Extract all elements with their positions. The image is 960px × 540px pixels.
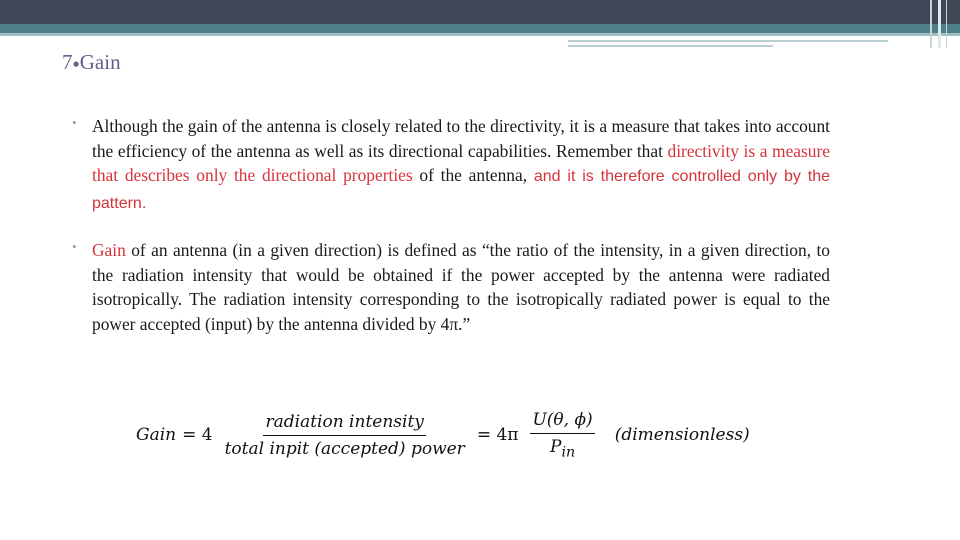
header-accent-line-short [568,45,773,47]
highlighted-text: and it is therefore controlled only by the pattern. [92,168,830,212]
formula-lhs: Gain [136,425,177,446]
header-bar-teal-light [0,33,960,36]
corner-decoration [946,0,947,48]
slide-title-text: Gain [79,50,121,74]
formula-equals-4pi: = 4π [476,425,519,446]
formula-note: (dimensionless) [614,425,750,446]
gain-formula [136,410,756,460]
formula-equals-4: = 4 [182,425,213,446]
header-accent-line [568,40,888,42]
denominator-symbol: P [550,437,562,457]
text-segment: of an antenna (in a given direction) is defined as “the ratio of the intensity, in a given direction, to the radiation intensity that would be obtained if the power accepted by the antenna were radiated isotropically. The radiation intensity corresponding to the isotropically radiated power is equal to the power accepted (input) by the antenna divided by 4π.” [92,240,830,334]
fraction-denominator [550,434,575,460]
denominator-subscript: in [561,444,576,461]
bullet-item [70,114,830,216]
fraction-denominator: total inpit (accepted) power [224,438,465,459]
formula-fraction-2 [530,410,594,460]
bullet-item [70,238,830,336]
title-bullet-icon: ● [72,56,80,71]
bullet-list [70,114,830,358]
text-segment: of the antenna, [412,165,534,185]
formula-fraction-1 [225,412,465,459]
header-bar-teal [0,24,960,33]
fraction-numerator: radiation intensity [263,412,425,436]
highlighted-text: directivity is a measure that describes only the directional properties [92,140,830,185]
highlighted-text: Gain [92,240,126,260]
text-segment: Although the gain of the antenna is closely related to the directivity, it is a measure that takes into account the efficiency of the antenna as well as its directional capabilities. Remember that [92,116,830,161]
slide-title [62,50,121,75]
bullet-dot-icon: • [72,115,77,130]
fraction-numerator: U(θ, ϕ) [530,410,594,434]
corner-decoration [938,0,941,48]
bullet-text [92,114,830,216]
header-bar-dark [0,0,960,24]
slide-title-number: 7 [62,50,73,74]
corner-decoration [930,0,932,48]
bullet-text [92,238,830,336]
bullet-dot-icon: • [72,239,77,254]
